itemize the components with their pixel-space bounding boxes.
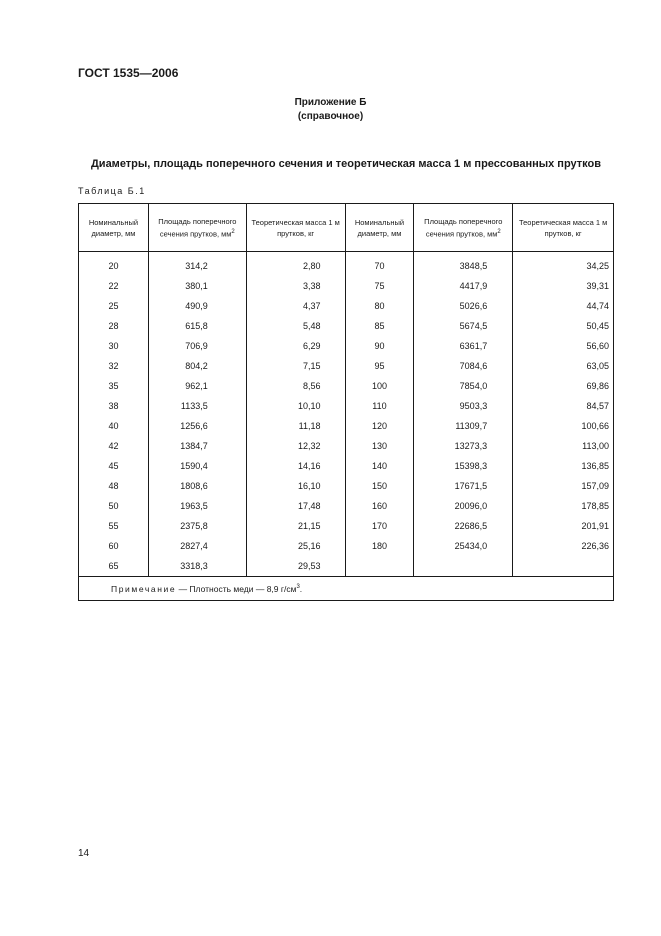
table-cell: 65 xyxy=(79,556,149,577)
table-cell: 11309,7 xyxy=(414,416,513,436)
table-cell: 8,56 xyxy=(246,376,345,396)
table-cell: 136,85 xyxy=(513,456,614,476)
table-cell: 69,86 xyxy=(513,376,614,396)
table-cell: 95 xyxy=(345,356,414,376)
table-cell: 38 xyxy=(79,396,149,416)
table-row xyxy=(79,276,614,296)
table-cell: 1133,5 xyxy=(148,396,246,416)
table-cell xyxy=(345,556,414,577)
table-cell: 140 xyxy=(345,456,414,476)
table-row xyxy=(79,376,614,396)
data-table xyxy=(78,203,614,601)
table-cell: 25,16 xyxy=(246,536,345,556)
column-header: Номинальный диаметр, мм xyxy=(79,204,149,252)
table-cell: 20096,0 xyxy=(414,496,513,516)
table-cell: 80 xyxy=(345,296,414,316)
table-cell: 615,8 xyxy=(148,316,246,336)
table-row xyxy=(79,456,614,476)
table-cell: 962,1 xyxy=(148,376,246,396)
table-row xyxy=(79,436,614,456)
table-row xyxy=(79,536,614,556)
table-cell: 25434,0 xyxy=(414,536,513,556)
table-cell: 314,2 xyxy=(148,256,246,276)
table-cell: 39,31 xyxy=(513,276,614,296)
table-cell: 7854,0 xyxy=(414,376,513,396)
table-cell: 29,53 xyxy=(246,556,345,577)
table-cell: 130 xyxy=(345,436,414,456)
table-note-row xyxy=(79,577,614,601)
table-cell: 150 xyxy=(345,476,414,496)
column-header: Теоретическая масса 1 м прутков, кг xyxy=(246,204,345,252)
table-cell: 1808,6 xyxy=(148,476,246,496)
table-cell: 804,2 xyxy=(148,356,246,376)
table-cell: 170 xyxy=(345,516,414,536)
table-cell: 15398,3 xyxy=(414,456,513,476)
table-cell: 120 xyxy=(345,416,414,436)
table-cell: 113,00 xyxy=(513,436,614,456)
table-cell: 2827,4 xyxy=(148,536,246,556)
table-row xyxy=(79,336,614,356)
table-cell: 7,15 xyxy=(246,356,345,376)
table-cell: 6361,7 xyxy=(414,336,513,356)
table-cell: 706,9 xyxy=(148,336,246,356)
table-cell: 1256,6 xyxy=(148,416,246,436)
table-cell: 3,38 xyxy=(246,276,345,296)
table-cell: 25 xyxy=(79,296,149,316)
table-cell: 55 xyxy=(79,516,149,536)
table-cell: 42 xyxy=(79,436,149,456)
table-cell xyxy=(513,556,614,577)
table-row xyxy=(79,396,614,416)
table-cell: 380,1 xyxy=(148,276,246,296)
table-cell: 90 xyxy=(345,336,414,356)
table-cell: 201,91 xyxy=(513,516,614,536)
table-cell: 4417,9 xyxy=(414,276,513,296)
table-cell: 100 xyxy=(345,376,414,396)
table-cell: 22 xyxy=(79,276,149,296)
table-cell: 100,66 xyxy=(513,416,614,436)
table-cell: 63,05 xyxy=(513,356,614,376)
table-cell: 75 xyxy=(345,276,414,296)
section-heading: Диаметры, площадь поперечного сечения и теоретическая масса 1 м прессованных прутков xyxy=(90,158,602,170)
table-cell: 50,45 xyxy=(513,316,614,336)
appendix-heading xyxy=(0,96,661,124)
table-row xyxy=(79,516,614,536)
table-cell: 3318,3 xyxy=(148,556,246,577)
column-header: Теоретическая масса 1 м прутков, кг xyxy=(513,204,614,252)
table-cell: 30 xyxy=(79,336,149,356)
table-cell: 14,16 xyxy=(246,456,345,476)
table-row xyxy=(79,556,614,577)
table-row xyxy=(79,476,614,496)
table-cell: 32 xyxy=(79,356,149,376)
table-cell: 48 xyxy=(79,476,149,496)
table-cell: 1590,4 xyxy=(148,456,246,476)
appendix-subtitle: (справочное) xyxy=(297,111,364,122)
table-cell: 180 xyxy=(345,536,414,556)
table-row xyxy=(79,356,614,376)
table-cell: 44,74 xyxy=(513,296,614,316)
column-header: Площадь поперечного сечения прутков, $мм^2$ xyxy=(414,204,513,252)
table-cell: 40 xyxy=(79,416,149,436)
table-cell: 35 xyxy=(79,376,149,396)
table-cell: 110 xyxy=(345,396,414,416)
table-row xyxy=(79,256,614,276)
table-cell: 85 xyxy=(345,316,414,336)
table-cell: 34,25 xyxy=(513,256,614,276)
table-row xyxy=(79,496,614,516)
table-cell: 226,36 xyxy=(513,536,614,556)
table-cell: 16,10 xyxy=(246,476,345,496)
table-cell xyxy=(414,556,513,577)
table-label: Таблица Б.1 xyxy=(78,186,146,196)
table-row xyxy=(79,296,614,316)
table-cell: 6,29 xyxy=(246,336,345,356)
table-cell: 56,60 xyxy=(513,336,614,356)
table-cell: 70 xyxy=(345,256,414,276)
table-cell: 13273,3 xyxy=(414,436,513,456)
table-cell: 45 xyxy=(79,456,149,476)
table-cell: 1384,7 xyxy=(148,436,246,456)
table-cell: 20 xyxy=(79,256,149,276)
table-cell: 50 xyxy=(79,496,149,516)
table-cell: 12,32 xyxy=(246,436,345,456)
table-cell: 2375,8 xyxy=(148,516,246,536)
table-cell: 21,15 xyxy=(246,516,345,536)
table-header-row xyxy=(79,204,614,252)
table-cell: 5674,5 xyxy=(414,316,513,336)
table-cell: 17671,5 xyxy=(414,476,513,496)
table-cell: 60 xyxy=(79,536,149,556)
table-cell: 178,85 xyxy=(513,496,614,516)
table-cell: 5,48 xyxy=(246,316,345,336)
table-cell: 1963,5 xyxy=(148,496,246,516)
column-header: Номинальный диаметр, мм xyxy=(345,204,414,252)
table-row xyxy=(79,316,614,336)
table-row xyxy=(79,416,614,436)
standard-code: ГОСТ 1535—2006 xyxy=(78,66,179,80)
table-cell: 84,57 xyxy=(513,396,614,416)
table-cell: 5026,6 xyxy=(414,296,513,316)
table-cell: 160 xyxy=(345,496,414,516)
table-cell: 22686,5 xyxy=(414,516,513,536)
table-cell: 11,18 xyxy=(246,416,345,436)
table-cell: 3848,5 xyxy=(414,256,513,276)
table-cell: 10,10 xyxy=(246,396,345,416)
table-cell: 9503,3 xyxy=(414,396,513,416)
table-cell: 7084,6 xyxy=(414,356,513,376)
table-cell: 28 xyxy=(79,316,149,336)
table-cell: 4,37 xyxy=(246,296,345,316)
appendix-title: Приложение Б xyxy=(294,97,367,108)
table-cell: 490,9 xyxy=(148,296,246,316)
table-cell: 17,48 xyxy=(246,496,345,516)
column-header: Площадь поперечного сечения прутков, $мм^2$ xyxy=(148,204,246,252)
table-note: Примечание — Плотность меди — 8,9 $г/см^3$. xyxy=(79,577,614,601)
table-cell: 2,80 xyxy=(246,256,345,276)
page-number: 14 xyxy=(78,848,90,859)
table-cell: 157,09 xyxy=(513,476,614,496)
